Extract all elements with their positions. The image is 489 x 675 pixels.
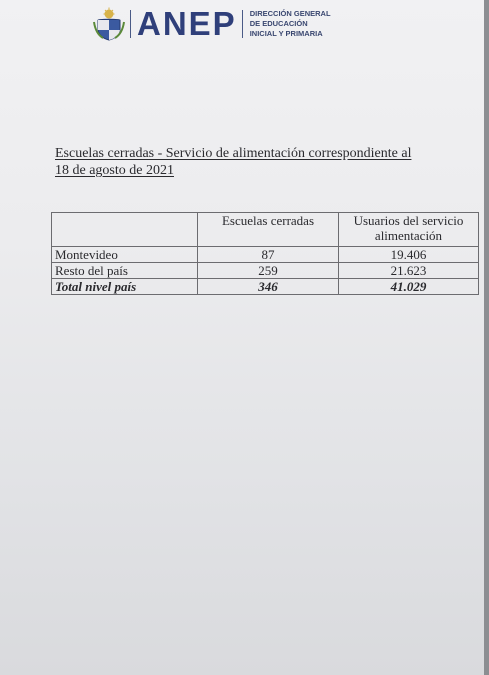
row-escuelas: 259 bbox=[198, 263, 339, 279]
row-escuelas: 87 bbox=[198, 247, 339, 263]
uruguay-coat-of-arms-icon bbox=[93, 7, 125, 41]
brand-divider bbox=[242, 10, 243, 38]
row-usuarios: 21.623 bbox=[339, 263, 479, 279]
logo-divider bbox=[130, 10, 131, 38]
title-line-2: 18 de agosto de 2021 bbox=[55, 163, 174, 178]
total-name: Total nivel país bbox=[52, 279, 198, 295]
row-name: Resto del país bbox=[52, 263, 198, 279]
header-usuarios: Usuarios del servicio alimentación bbox=[339, 213, 479, 247]
table-row bbox=[52, 263, 479, 279]
page-edge-shadow bbox=[484, 0, 489, 675]
row-usuarios: 19.406 bbox=[339, 247, 479, 263]
department-line: DIRECCIÓN GENERAL bbox=[249, 9, 331, 18]
header-escuelas-cerradas: Escuelas cerradas bbox=[198, 213, 339, 247]
anep-logo bbox=[93, 6, 331, 42]
table-header-row bbox=[52, 213, 479, 247]
department-line: DE EDUCACIÓN bbox=[249, 19, 308, 28]
schools-table bbox=[51, 212, 479, 295]
total-escuelas: 346 bbox=[198, 279, 339, 295]
document-title bbox=[55, 145, 411, 179]
department-name bbox=[250, 9, 331, 39]
row-name: Montevideo bbox=[52, 247, 198, 263]
header-empty-cell bbox=[52, 213, 198, 247]
brand-name: ANEP bbox=[137, 5, 237, 42]
title-line-1: Escuelas cerradas - Servicio de alimentación correspondiente al bbox=[55, 146, 412, 161]
department-line: INICIAL Y PRIMARIA bbox=[249, 29, 323, 38]
table-row bbox=[52, 247, 479, 263]
total-usuarios: 41.029 bbox=[339, 279, 479, 295]
table-total-row bbox=[52, 279, 479, 295]
